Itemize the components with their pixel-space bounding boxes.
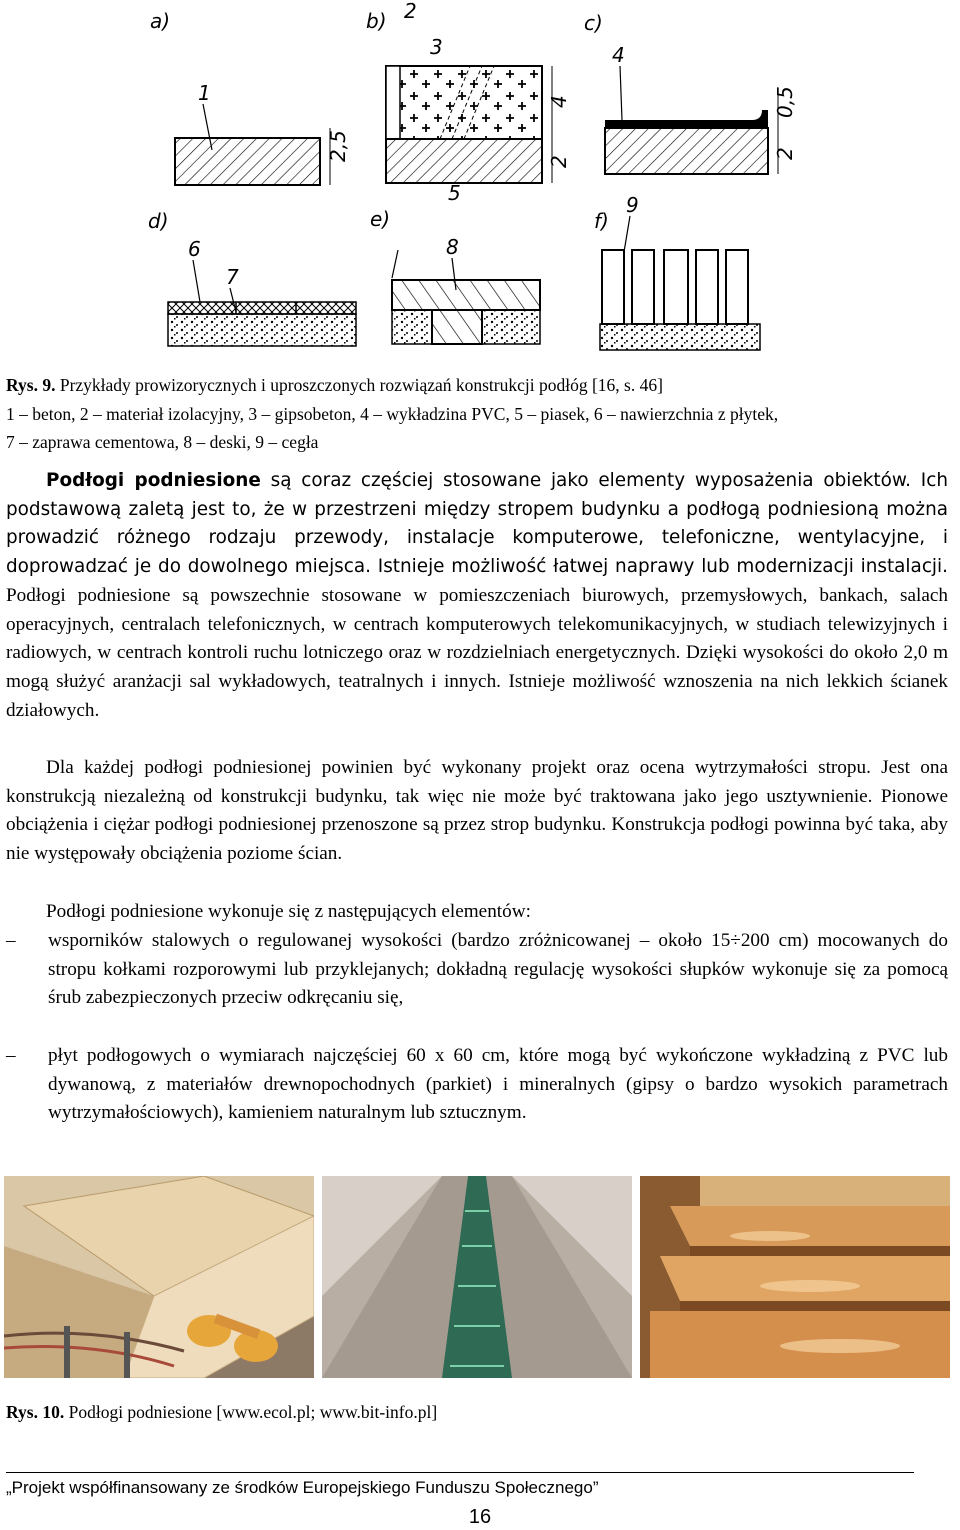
diagram-d-label: d)	[148, 209, 169, 233]
list-item-panels	[6, 1042, 948, 1128]
diagram-f-callout-9: 9	[626, 193, 639, 217]
diagram-b-label: b)	[366, 9, 387, 33]
diagram-a-dimension: 2,5	[326, 130, 350, 162]
list-dash: –	[6, 930, 16, 951]
list-item-supports-text: wsporników stalowych o regulowanej wysokości (bardzo zróżnicowanej – około 15÷200 cm) mocowanych do stropu kołkami rozporowymi lub przyklejanych; dokładną regulację wysokości słupków wykonuje się za pomocą śrub zabezpieczonych przeciw odkręcaniu się,	[48, 930, 948, 1009]
photo-raised-floor-corridor-illustration	[322, 1176, 632, 1378]
diagram-f-label: f)	[594, 209, 609, 233]
diagram-c-dimension-2: 2	[773, 147, 797, 160]
diagram-c-label: c)	[584, 11, 603, 35]
paragraph-applications: Podłogi podniesione są powszechnie stosowane w pomieszczeniach biurowych, przemysłowych, bankach, salach operacyjnych, centralach telefonicznych, w centrach komputerowych telekomunikacyjnych, w studiach telewizyjnych i radiowych, w centrach kontroli ruchu lotniczego oraz w rozdzielniach energetycznych. Dzięki wysokości do około 2,0 m mogą służyć aranżacji sal wykładowych, teatralnych i innych. Istnieje możliwość wznoszenia na nich lekkich ścianek działowych.	[6, 584, 948, 721]
photo-floor-panel-lifting-illustration	[4, 1176, 314, 1378]
footer-funding-note: „Projekt współfinansowany ze środków Europejskiego Funduszu Społecznego”	[6, 1478, 599, 1497]
paragraph-raised-floors-intro-text: są coraz częściej stosowane jako elementy wyposażenia obiektów. Ich podstawową zaletą jest to, że w przestrzeni między stropem budynku a podłogą podniesioną można prowadzić różnego rodzaju przewody, instalacje komputerowe, telefoniczne, wentylacyjne, i doprowadzać je do dowolnego miejsca. Istnieje możliwość łatwej naprawy lub modernizacji instalacji.	[6, 470, 948, 578]
paragraph-design-requirements: Dla każdej podłogi podniesionej powinien być wykonany projekt oraz ocena wytrzymałości stropu. Jest ona konstrukcją niezależną od konstrukcji budynku, tak więc nie może być traktowana jako jego usztywnienie. Pionowe obciążenia i ciężar podłogi podniesionej przenoszone są przez strop budynku. Konstrukcja podłogi powinna być taka, aby nie występowały obciążenia poziome ścian.	[6, 757, 948, 865]
figure-9-caption-line3: 7 – zaprawa cementowa, 8 – deski, 9 – cegła	[6, 432, 319, 452]
list-item-panels-text: płyt podłogowych o wymiarach najczęściej 60 x 60 cm, które mogą być wykończone wykładziną z PVC lub dywanową, z materiałów drewnopochodnych (parkiet) i mineralnych (gipsy o bardzo wysokich parametrach wytrzymałościowych), kamieniem naturalnym lub sztucznym.	[48, 1045, 948, 1124]
diagram-c-dimension-05: 0,5	[773, 86, 797, 118]
figure-9-caption-line2: 1 – beton, 2 – materiał izolacyjny, 3 – gipsobeton, 4 – wykładzina PVC, 5 – piasek, 6 – nawierzchnia z płytek,	[6, 404, 779, 424]
diagram-e	[370, 181, 540, 344]
figure-9-caption-label: Rys. 9.	[6, 375, 56, 395]
diagram-a-callout-1: 1	[198, 81, 211, 105]
term-raised-floors: Podłogi podniesione	[46, 470, 261, 491]
figure-9-caption-line1	[6, 373, 663, 397]
paragraph-elements-intro: Podłogi podniesione wykonuje się z następujących elementów:	[46, 901, 531, 922]
diagram-e-callout-8: 8	[446, 235, 459, 259]
figure-10-caption	[6, 1400, 437, 1424]
photo-wooden-tiered-floor	[640, 1176, 950, 1378]
diagram-f	[594, 193, 760, 350]
diagram-b	[366, 0, 571, 183]
diagram-e-callout-5: 5	[448, 181, 461, 205]
photo-wooden-tiered-floor-illustration	[640, 1176, 950, 1378]
list-dash: –	[6, 1045, 16, 1066]
diagram-c-callout-4: 4	[612, 43, 625, 67]
diagram-d	[148, 209, 356, 346]
figure-10-caption-label: Rys. 10.	[6, 1402, 65, 1422]
diagram-d-callout-6: 6	[188, 237, 201, 261]
diagram-a-label: a)	[150, 9, 171, 33]
photo-floor-panel-lifting	[4, 1176, 314, 1378]
diagram-d-callout-7: 7	[226, 265, 239, 289]
photo-raised-floor-corridor	[322, 1176, 632, 1378]
paragraph-raised-floors-intro	[6, 467, 948, 725]
figure-9-diagrams	[0, 0, 960, 360]
diagram-a	[150, 9, 350, 185]
diagram-b-dimension-4: 4	[547, 95, 571, 108]
list-item-supports	[6, 927, 948, 1013]
footer-divider	[6, 1472, 914, 1473]
diagram-e-label: e)	[370, 207, 391, 231]
diagram-b-callout-3: 3	[430, 35, 443, 59]
diagram-b-callout-2: 2	[404, 0, 417, 23]
figure-9-caption-title: Przykłady prowizorycznych i uproszczonych rozwiązań konstrukcji podłóg [16, s. 46]	[55, 375, 663, 395]
diagram-b-dimension-2: 2	[547, 155, 571, 168]
diagram-c	[584, 11, 797, 174]
figure-10-caption-text: Podłogi podniesione [www.ecol.pl; www.bit-info.pl]	[64, 1402, 438, 1422]
page-number: 16	[468, 1506, 492, 1528]
